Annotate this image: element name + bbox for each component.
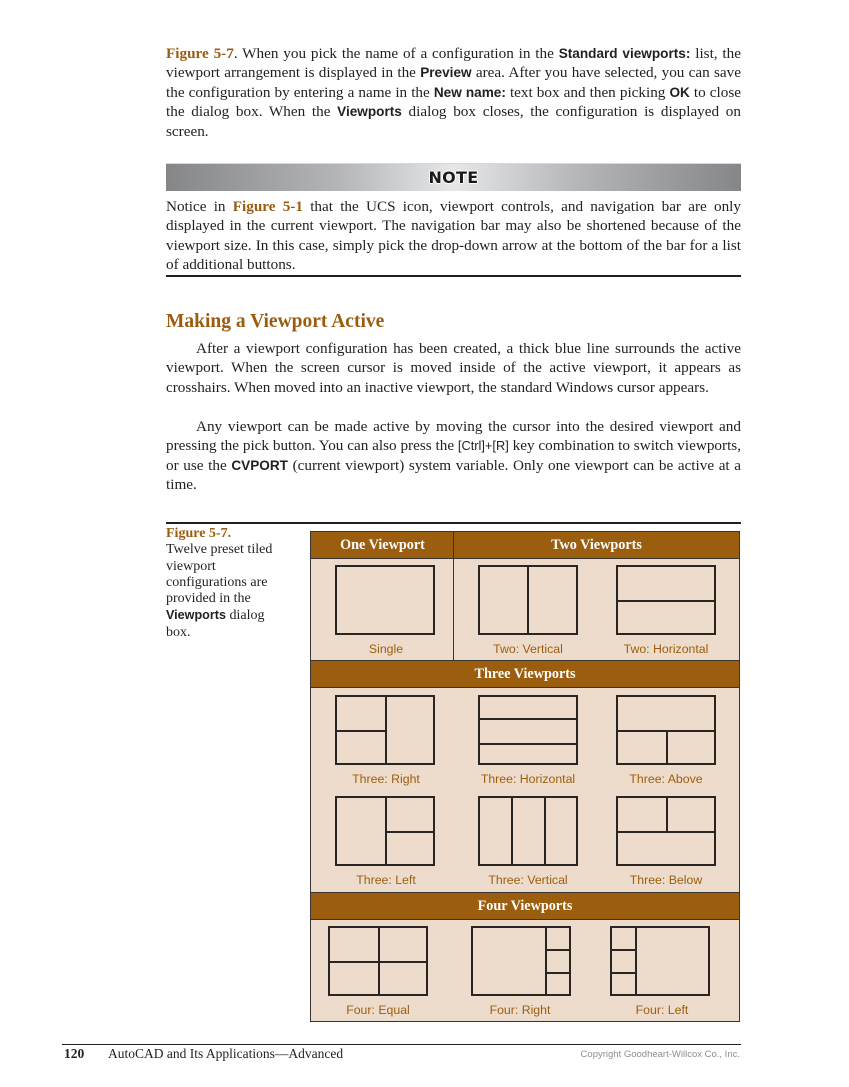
note-header-bar <box>166 163 741 191</box>
group-header-four-viewports: Four Viewports <box>311 892 739 920</box>
config-label: Three: Above <box>629 772 703 786</box>
config-label: Three: Horizontal <box>480 772 576 786</box>
note-title: NOTE <box>428 168 479 187</box>
config-label: Three: Vertical <box>488 873 568 887</box>
viewport-preview-two-vertical <box>478 565 578 635</box>
intro-paragraph: Figure 5-7. When you pick the name of a configuration in the Standard viewports: list, the viewport arrangement is displayed in the Preview area. After you have selected, you can save the configuration by entering a name in the New name: text box and then picking OK to close the dialog box. When the Viewports dialog box closes, the configuration is displayed on screen. <box>166 45 742 140</box>
note-bottom-rule <box>166 275 741 277</box>
viewport-preview-four-equal <box>328 926 428 996</box>
config-label: Three: Right <box>352 772 420 786</box>
viewport-preview-three-above <box>616 695 716 765</box>
viewport-preview-three-vertical <box>478 796 578 866</box>
config-label: Four: Equal <box>346 1003 410 1017</box>
figure-top-rule <box>166 522 741 524</box>
figure-number: Figure 5-7. <box>166 526 232 541</box>
system-variable: CVPORT <box>231 457 288 473</box>
group-header-one-viewport: One Viewport <box>311 532 454 559</box>
viewport-preview-three-below <box>616 796 716 866</box>
section-heading: Making a Viewport Active <box>166 311 385 332</box>
note-body: Notice in Figure 5-1 that the UCS icon, viewport controls, and navigation bar are only displayed in the current viewport. The navigation bar may also be shortened because of the viewport size. In this case, simply pick the drop-down arrow at the bottom of the bar for a list of additional buttons. <box>166 198 741 274</box>
group-header-two-viewports: Two Viewports <box>454 532 739 559</box>
ui-term: OK <box>669 84 690 100</box>
viewport-preview-four-right <box>471 926 571 996</box>
page-number: 120 <box>64 1046 85 1061</box>
viewport-preview-two-horizontal <box>616 565 716 635</box>
viewport-preview-single <box>335 565 435 635</box>
group-header-three-viewports: Three Viewports <box>311 660 739 688</box>
viewport-preview-three-left <box>335 796 435 866</box>
ui-term: Viewports <box>337 104 402 120</box>
viewport-preview-four-left <box>610 926 710 996</box>
config-label: Four: Left <box>635 1003 689 1017</box>
viewport-preview-three-right <box>335 695 435 765</box>
keyboard-shortcut: [Ctrl]+[R] <box>457 438 509 454</box>
config-label: Single <box>368 642 404 656</box>
section-paragraph-2: Any viewport can be made active by moving the cursor into the desired viewport and pressing the pick button. You can also press the [Ctrl]+[R] key combination to switch viewports, or use the CVPORT (current viewport) system variable. Only one viewport can be active at a time. <box>166 418 742 494</box>
figure-caption: Figure 5-7. Twelve preset tiled viewport configurations are provided in the Viewports dialog box. <box>166 526 286 641</box>
config-label: Two: Vertical <box>493 642 563 656</box>
copyright-notice: Copyright Goodheart-Willcox Co., Inc. <box>580 1049 740 1060</box>
config-label: Three: Below <box>629 873 703 887</box>
config-label: Two: Horizontal <box>623 642 709 656</box>
ui-term: Preview <box>420 65 472 81</box>
ui-term: Viewports <box>166 608 226 623</box>
viewport-preview-three-horizontal <box>478 695 578 765</box>
footer-rule <box>62 1044 741 1045</box>
figure-reference: Figure 5-1 <box>232 198 303 215</box>
book-title: AutoCAD and Its Applications—Advanced <box>108 1046 344 1061</box>
config-label: Four: Right <box>489 1003 551 1017</box>
viewport-configurations-figure <box>310 531 740 1022</box>
figure-reference: Figure 5-7 <box>166 45 234 62</box>
ui-term: New name: <box>433 84 506 100</box>
ui-term: Standard viewports: <box>558 46 691 61</box>
config-label: Three: Left <box>356 873 416 887</box>
section-paragraph-1: After a viewport configuration has been created, a thick blue line surrounds the active viewport. When the screen cursor is moved inside of the active viewport, it appears as crosshairs. When moved into an inactive viewport, the standard Windows cursor appears. <box>166 340 741 396</box>
